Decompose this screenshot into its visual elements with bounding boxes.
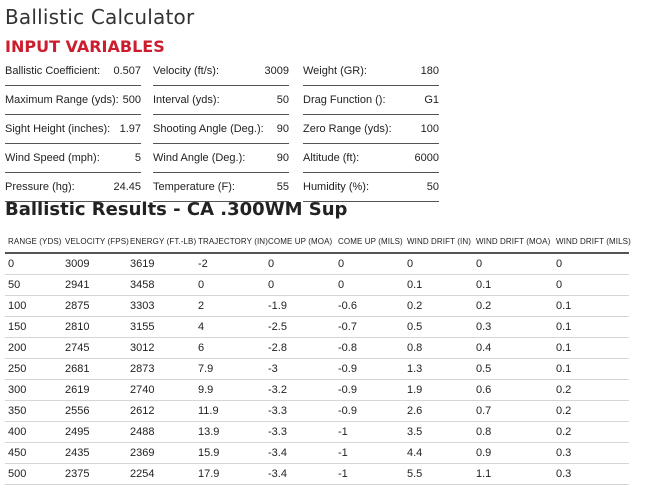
table-cell: 15.9 [195, 443, 265, 464]
table-row [5, 338, 629, 359]
table-row [5, 422, 629, 443]
input-label: Humidity (%): [303, 181, 370, 193]
table-cell: 2681 [62, 359, 127, 380]
column-header: VELOCITY (FPS) [62, 231, 127, 253]
table-cell: 2556 [62, 401, 127, 422]
table-header-row [5, 231, 629, 253]
table-cell: 2375 [62, 464, 127, 485]
table-cell: 50 [5, 275, 62, 296]
table-cell: 2369 [127, 443, 195, 464]
table-cell: 2495 [62, 422, 127, 443]
input-value: 5 [134, 152, 141, 164]
table-cell: 2810 [62, 317, 127, 338]
table-cell: 200 [5, 338, 62, 359]
table-cell: 0.7 [473, 401, 553, 422]
table-cell: 0.5 [404, 317, 473, 338]
table-cell: 0 [553, 253, 629, 275]
input-row-interval [153, 86, 289, 115]
table-cell: -0.9 [335, 380, 404, 401]
table-cell: 4.4 [404, 443, 473, 464]
input-label: Interval (yds): [153, 94, 220, 106]
table-cell: 17.9 [195, 464, 265, 485]
input-value: 55 [276, 181, 289, 193]
input-label: Pressure (hg): [5, 181, 75, 193]
input-column [303, 57, 439, 202]
table-cell: 3458 [127, 275, 195, 296]
table-cell: 1.1 [473, 464, 553, 485]
input-value: 50 [276, 94, 289, 106]
column-header: COME UP (MILS) [335, 231, 404, 253]
table-row [5, 464, 629, 485]
table-cell: 0.3 [553, 464, 629, 485]
table-cell: 0.1 [473, 275, 553, 296]
table-cell: -1 [335, 422, 404, 443]
input-label: Altitude (ft): [303, 152, 360, 164]
column-header: ENERGY (FT.-LB) [127, 231, 195, 253]
table-cell: 0.1 [553, 317, 629, 338]
table-row [5, 359, 629, 380]
table-cell: 0.1 [553, 338, 629, 359]
table-cell: 5.5 [404, 464, 473, 485]
table-cell: 2254 [127, 464, 195, 485]
table-cell: -0.9 [335, 359, 404, 380]
input-label: Weight (GR): [303, 65, 367, 77]
input-value: 90 [276, 123, 289, 135]
table-row [5, 401, 629, 422]
table-cell: 0.2 [553, 380, 629, 401]
table-row [5, 380, 629, 401]
column-header: WIND DRIFT (MOA) [473, 231, 553, 253]
input-value: 1.97 [119, 123, 141, 135]
table-cell: 0.1 [553, 359, 629, 380]
table-cell: 150 [5, 317, 62, 338]
input-row-shooting-angle [153, 115, 289, 144]
table-cell: 3009 [62, 253, 127, 275]
table-body [5, 253, 629, 485]
table-cell: 250 [5, 359, 62, 380]
table-cell: -2.5 [265, 317, 335, 338]
input-label: Sight Height (inches): [5, 123, 111, 135]
input-variables-heading: INPUT VARIABLES [5, 37, 165, 56]
table-cell: 3619 [127, 253, 195, 275]
table-cell: 3155 [127, 317, 195, 338]
table-cell: 0.3 [553, 443, 629, 464]
input-row-wind-speed [5, 144, 141, 173]
table-cell: 2 [195, 296, 265, 317]
table-cell: 2745 [62, 338, 127, 359]
table-cell: 6 [195, 338, 265, 359]
table-cell: 0 [5, 253, 62, 275]
table-cell: -3.4 [265, 443, 335, 464]
ballistic-results-table [5, 231, 629, 485]
table-cell: 0.8 [473, 422, 553, 443]
table-cell: -3.3 [265, 422, 335, 443]
table-cell: -3 [265, 359, 335, 380]
input-value: 3009 [264, 65, 289, 77]
table-cell: 0.1 [553, 296, 629, 317]
table-cell: 0 [265, 253, 335, 275]
table-cell: 2.6 [404, 401, 473, 422]
table-cell: 350 [5, 401, 62, 422]
table-cell: 0 [553, 275, 629, 296]
table-row [5, 296, 629, 317]
table-cell: 300 [5, 380, 62, 401]
input-label: Wind Speed (mph): [5, 152, 100, 164]
table-row [5, 443, 629, 464]
table-cell: -0.7 [335, 317, 404, 338]
input-row-wind-angle [153, 144, 289, 173]
input-row-ballistic-coefficient [5, 57, 141, 86]
input-row-maximum-range [5, 86, 141, 115]
input-row-pressure [5, 173, 141, 202]
table-cell: 1.9 [404, 380, 473, 401]
table-cell: 0.2 [553, 401, 629, 422]
input-row-sight-height [5, 115, 141, 144]
input-row-drag-function [303, 86, 439, 115]
table-cell: 500 [5, 464, 62, 485]
table-cell: 450 [5, 443, 62, 464]
table-cell: 2612 [127, 401, 195, 422]
table-row [5, 253, 629, 275]
table-cell: -2 [195, 253, 265, 275]
table-cell: 2435 [62, 443, 127, 464]
column-header: RANGE (YDS) [5, 231, 62, 253]
table-cell: 0.8 [404, 338, 473, 359]
table-cell: 400 [5, 422, 62, 443]
table-cell: 9.9 [195, 380, 265, 401]
input-value: 24.45 [113, 181, 141, 193]
table-cell: -1.9 [265, 296, 335, 317]
table-cell: 2619 [62, 380, 127, 401]
input-row-temperature [153, 173, 289, 202]
table-cell: 3012 [127, 338, 195, 359]
table-cell: -0.8 [335, 338, 404, 359]
input-label: Temperature (F): [153, 181, 235, 193]
input-label: Wind Angle (Deg.): [153, 152, 246, 164]
input-row-velocity [153, 57, 289, 86]
input-label: Velocity (ft/s): [153, 65, 220, 77]
table-cell: 100 [5, 296, 62, 317]
table-cell: 0.6 [473, 380, 553, 401]
table-cell: 2488 [127, 422, 195, 443]
input-variables-grid [5, 57, 440, 193]
table-cell: -1 [335, 464, 404, 485]
table-row [5, 275, 629, 296]
table-cell: 0.4 [473, 338, 553, 359]
table-cell: -2.8 [265, 338, 335, 359]
table-cell: 0 [265, 275, 335, 296]
table-cell: 0.2 [553, 422, 629, 443]
table-cell: 0.3 [473, 317, 553, 338]
input-value: 50 [426, 181, 439, 193]
input-label: Maximum Range (yds): [5, 94, 119, 106]
table-cell: -3.2 [265, 380, 335, 401]
table-row [5, 317, 629, 338]
table-cell: 13.9 [195, 422, 265, 443]
input-column [153, 57, 289, 202]
input-value: 0.507 [113, 65, 141, 77]
table-cell: 7.9 [195, 359, 265, 380]
input-label: Shooting Angle (Deg.): [153, 123, 264, 135]
input-value: 180 [420, 65, 439, 77]
input-value: 90 [276, 152, 289, 164]
table-cell: 2875 [62, 296, 127, 317]
table-cell: -0.9 [335, 401, 404, 422]
table-cell: 0 [473, 253, 553, 275]
page-title: Ballistic Calculator [5, 5, 195, 29]
table-cell: 0.2 [473, 296, 553, 317]
table-cell: 1.3 [404, 359, 473, 380]
input-label: Drag Function (): [303, 94, 386, 106]
input-row-humidity [303, 173, 439, 202]
table-cell: 2740 [127, 380, 195, 401]
table-cell: 3303 [127, 296, 195, 317]
input-row-weight [303, 57, 439, 86]
input-value: G1 [424, 94, 439, 106]
column-header: WIND DRIFT (IN) [404, 231, 473, 253]
input-label: Zero Range (yds): [303, 123, 392, 135]
input-value: 500 [122, 94, 141, 106]
table-cell: 0 [335, 253, 404, 275]
table-cell: -1 [335, 443, 404, 464]
table-cell: 3.5 [404, 422, 473, 443]
table-cell: 0 [195, 275, 265, 296]
table-cell: -0.6 [335, 296, 404, 317]
column-header: TRAJECTORY (IN) [195, 231, 265, 253]
input-row-zero-range [303, 115, 439, 144]
input-value: 100 [420, 123, 439, 135]
results-heading: Ballistic Results - CA .300WM Sup [5, 199, 348, 220]
table-cell: 0.1 [404, 275, 473, 296]
table-cell: 0.5 [473, 359, 553, 380]
input-label: Ballistic Coefficient: [5, 65, 101, 77]
table-cell: 2941 [62, 275, 127, 296]
column-header: COME UP (MOA) [265, 231, 335, 253]
table-cell: 11.9 [195, 401, 265, 422]
table-cell: 4 [195, 317, 265, 338]
table-cell: -3.3 [265, 401, 335, 422]
column-header: WIND DRIFT (MILS) [553, 231, 629, 253]
table-cell: 0.2 [404, 296, 473, 317]
table-cell: 2873 [127, 359, 195, 380]
table-cell: -3.4 [265, 464, 335, 485]
input-column [5, 57, 141, 202]
table-cell: 0 [404, 253, 473, 275]
input-value: 6000 [414, 152, 439, 164]
input-row-altitude [303, 144, 439, 173]
table-cell: 0.9 [473, 443, 553, 464]
table-cell: 0 [335, 275, 404, 296]
